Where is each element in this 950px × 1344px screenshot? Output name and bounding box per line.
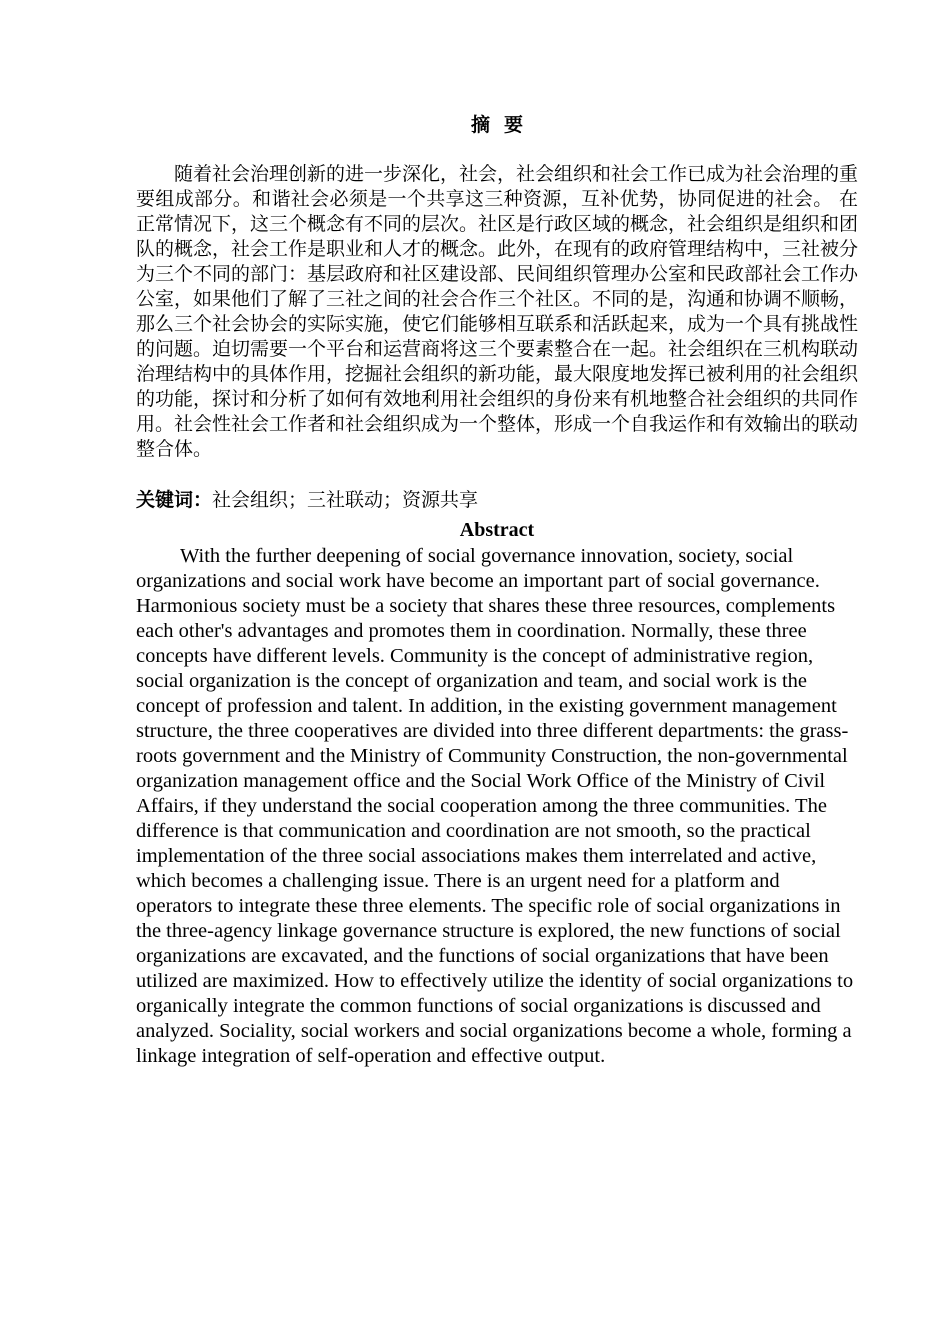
chinese-abstract-body: 随着社会治理创新的进一步深化，社会，社会组织和社会工作已成为社会治理的重要组成部分。和谐社会必须是一个共享这三种资源，互补优势，协同促进的社会。 在正常情况下，这三个概念有不同的层次。社区是行政区域的概念，社会组织是组织和团队的概念，社会工作是职业和人才的概念。此外，在现有的政府管理结构中，三社被分为三个不同的部门：基层政府和社区建设部、民间组织管理办公室和民政部社会工作办公室，如果他们了解了三社之间的社会合作三个社区。不同的是，沟通和协调不顺畅，那么三个社会协会的实际实施，使它们能够相互联系和活跃起来，成为一个具有挑战性的问题。迫切需要一个平台和运营商将这三个要素整合在一起。社会组织在三机构联动治理结构中的具体作用，挖掘社会组织的新功能，最大限度地发挥已被利用的社会组织的功能，探讨和分析了如何有效地利用社会组织的身份来有机地整合社会组织的共同作用。社会性社会工作者和社会组织成为一个整体，形成一个自我运作和有效输出的联动整合体。 [136,163,859,460]
english-abstract-title: Abstract [459,519,535,541]
keywords-value: 社会组织；三社联动；资源共享 [212,489,479,511]
document-page [136,112,858,1069]
chinese-keywords [136,486,858,514]
chinese-abstract-title: 摘要 [470,114,537,136]
keywords-label: 关键词： [136,489,213,511]
english-abstract-body: With the further deepening of social governance innovation, society, social organizations and social work have become an important part of social governance. Harmonious society must be a society that shares these three resources, complements each other's advantages and promotes them in coordination. Normally, these three concepts have different levels. Community is the concept of administrative region, social organization is the concept of organization and team, and social work is the concept of profession and talent. In addition, in the existing government management structure, the three cooperatives are divided into three different departments: the grass-roots government and the Ministry of Community Construction, the non-governmental organization management office and the Social Work Office of the Ministry of Civil Affairs, if they understand the social cooperation among the three communities. The difference is that communication and coordination are not smooth, so the practical implementation of the three social associations makes them interrelated and active, which becomes a challenging issue. There is an urgent need for a platform and operators to integrate these three elements. The specific role of social organizations in the three-agency linkage governance structure is explored, the new functions of social organizations are excavated, and the functions of social organizations that have been utilized are maximized. How to effectively utilize the identity of social organizations to organically integrate the common functions of social organizations is discussed and analyzed. Sociality, social workers and social organizations become a whole, forming a linkage integration of self-operation and effective output. [136,545,854,1067]
